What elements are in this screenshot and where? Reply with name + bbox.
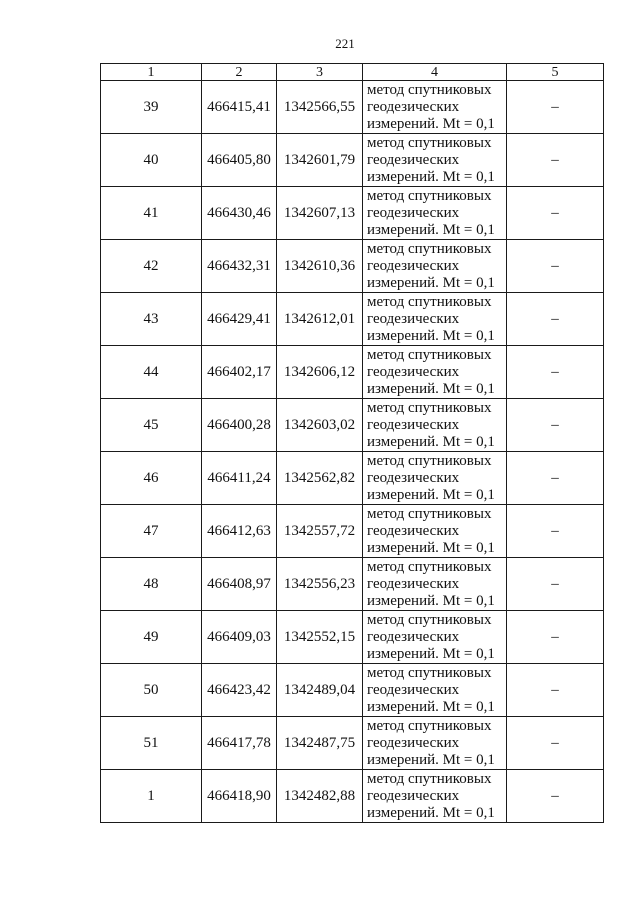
table-row	[101, 611, 604, 664]
point-number-cell: 46	[101, 452, 202, 505]
table-body	[101, 81, 604, 823]
method-cell: метод спутниковых геодезических измерений. Mt = 0,1	[363, 505, 507, 558]
table-header	[101, 64, 604, 81]
table-row	[101, 505, 604, 558]
y-coordinate-cell: 1342487,75	[277, 717, 363, 770]
header-col-4: 4	[363, 64, 507, 81]
point-number-cell: 49	[101, 611, 202, 664]
header-col-3: 3	[277, 64, 363, 81]
table-row	[101, 717, 604, 770]
note-cell: –	[507, 346, 604, 399]
note-cell: –	[507, 717, 604, 770]
method-cell: метод спутниковых геодезических измерений. Mt = 0,1	[363, 558, 507, 611]
header-col-5: 5	[507, 64, 604, 81]
point-number-cell: 40	[101, 134, 202, 187]
y-coordinate-cell: 1342489,04	[277, 664, 363, 717]
point-number-cell: 50	[101, 664, 202, 717]
x-coordinate-cell: 466429,41	[202, 293, 277, 346]
point-number-cell: 43	[101, 293, 202, 346]
method-cell: метод спутниковых геодезических измерений. Mt = 0,1	[363, 81, 507, 134]
x-coordinate-cell: 466415,41	[202, 81, 277, 134]
x-coordinate-cell: 466432,31	[202, 240, 277, 293]
point-number-cell: 1	[101, 770, 202, 823]
note-cell: –	[507, 452, 604, 505]
note-cell: –	[507, 505, 604, 558]
y-coordinate-cell: 1342606,12	[277, 346, 363, 399]
table-row	[101, 558, 604, 611]
method-cell: метод спутниковых геодезических измерений. Mt = 0,1	[363, 452, 507, 505]
table-row	[101, 187, 604, 240]
method-cell: метод спутниковых геодезических измерений. Mt = 0,1	[363, 770, 507, 823]
note-cell: –	[507, 293, 604, 346]
y-coordinate-cell: 1342610,36	[277, 240, 363, 293]
note-cell: –	[507, 187, 604, 240]
method-cell: метод спутниковых геодезических измерений. Mt = 0,1	[363, 346, 507, 399]
note-cell: –	[507, 134, 604, 187]
point-number-cell: 48	[101, 558, 202, 611]
method-cell: метод спутниковых геодезических измерений. Mt = 0,1	[363, 240, 507, 293]
point-number-cell: 45	[101, 399, 202, 452]
header-col-2: 2	[202, 64, 277, 81]
table-row	[101, 293, 604, 346]
method-cell: метод спутниковых геодезических измерений. Mt = 0,1	[363, 293, 507, 346]
y-coordinate-cell: 1342612,01	[277, 293, 363, 346]
y-coordinate-cell: 1342603,02	[277, 399, 363, 452]
x-coordinate-cell: 466411,24	[202, 452, 277, 505]
table-row	[101, 81, 604, 134]
y-coordinate-cell: 1342557,72	[277, 505, 363, 558]
y-coordinate-cell: 1342552,15	[277, 611, 363, 664]
table-row	[101, 452, 604, 505]
x-coordinate-cell: 466430,46	[202, 187, 277, 240]
x-coordinate-cell: 466412,63	[202, 505, 277, 558]
y-coordinate-cell: 1342556,23	[277, 558, 363, 611]
table-row	[101, 240, 604, 293]
note-cell: –	[507, 240, 604, 293]
note-cell: –	[507, 399, 604, 452]
point-number-cell: 47	[101, 505, 202, 558]
point-number-cell: 51	[101, 717, 202, 770]
x-coordinate-cell: 466423,42	[202, 664, 277, 717]
header-col-1: 1	[101, 64, 202, 81]
coordinates-table	[100, 63, 604, 823]
x-coordinate-cell: 466417,78	[202, 717, 277, 770]
note-cell: –	[507, 770, 604, 823]
x-coordinate-cell: 466408,97	[202, 558, 277, 611]
note-cell: –	[507, 611, 604, 664]
table-row	[101, 346, 604, 399]
method-cell: метод спутниковых геодезических измерений. Mt = 0,1	[363, 717, 507, 770]
point-number-cell: 41	[101, 187, 202, 240]
y-coordinate-cell: 1342482,88	[277, 770, 363, 823]
point-number-cell: 42	[101, 240, 202, 293]
table-row	[101, 134, 604, 187]
y-coordinate-cell: 1342601,79	[277, 134, 363, 187]
method-cell: метод спутниковых геодезических измерений. Mt = 0,1	[363, 399, 507, 452]
y-coordinate-cell: 1342607,13	[277, 187, 363, 240]
table-row	[101, 770, 604, 823]
x-coordinate-cell: 466418,90	[202, 770, 277, 823]
table-row	[101, 399, 604, 452]
table-row	[101, 664, 604, 717]
page-number: 221	[335, 36, 355, 51]
y-coordinate-cell: 1342562,82	[277, 452, 363, 505]
point-number-cell: 39	[101, 81, 202, 134]
method-cell: метод спутниковых геодезических измерений. Mt = 0,1	[363, 664, 507, 717]
x-coordinate-cell: 466405,80	[202, 134, 277, 187]
note-cell: –	[507, 664, 604, 717]
method-cell: метод спутниковых геодезических измерений. Mt = 0,1	[363, 611, 507, 664]
note-cell: –	[507, 558, 604, 611]
x-coordinate-cell: 466409,03	[202, 611, 277, 664]
y-coordinate-cell: 1342566,55	[277, 81, 363, 134]
x-coordinate-cell: 466402,17	[202, 346, 277, 399]
method-cell: метод спутниковых геодезических измерений. Mt = 0,1	[363, 187, 507, 240]
x-coordinate-cell: 466400,28	[202, 399, 277, 452]
point-number-cell: 44	[101, 346, 202, 399]
method-cell: метод спутниковых геодезических измерений. Mt = 0,1	[363, 134, 507, 187]
note-cell: –	[507, 81, 604, 134]
header-row	[101, 64, 604, 81]
